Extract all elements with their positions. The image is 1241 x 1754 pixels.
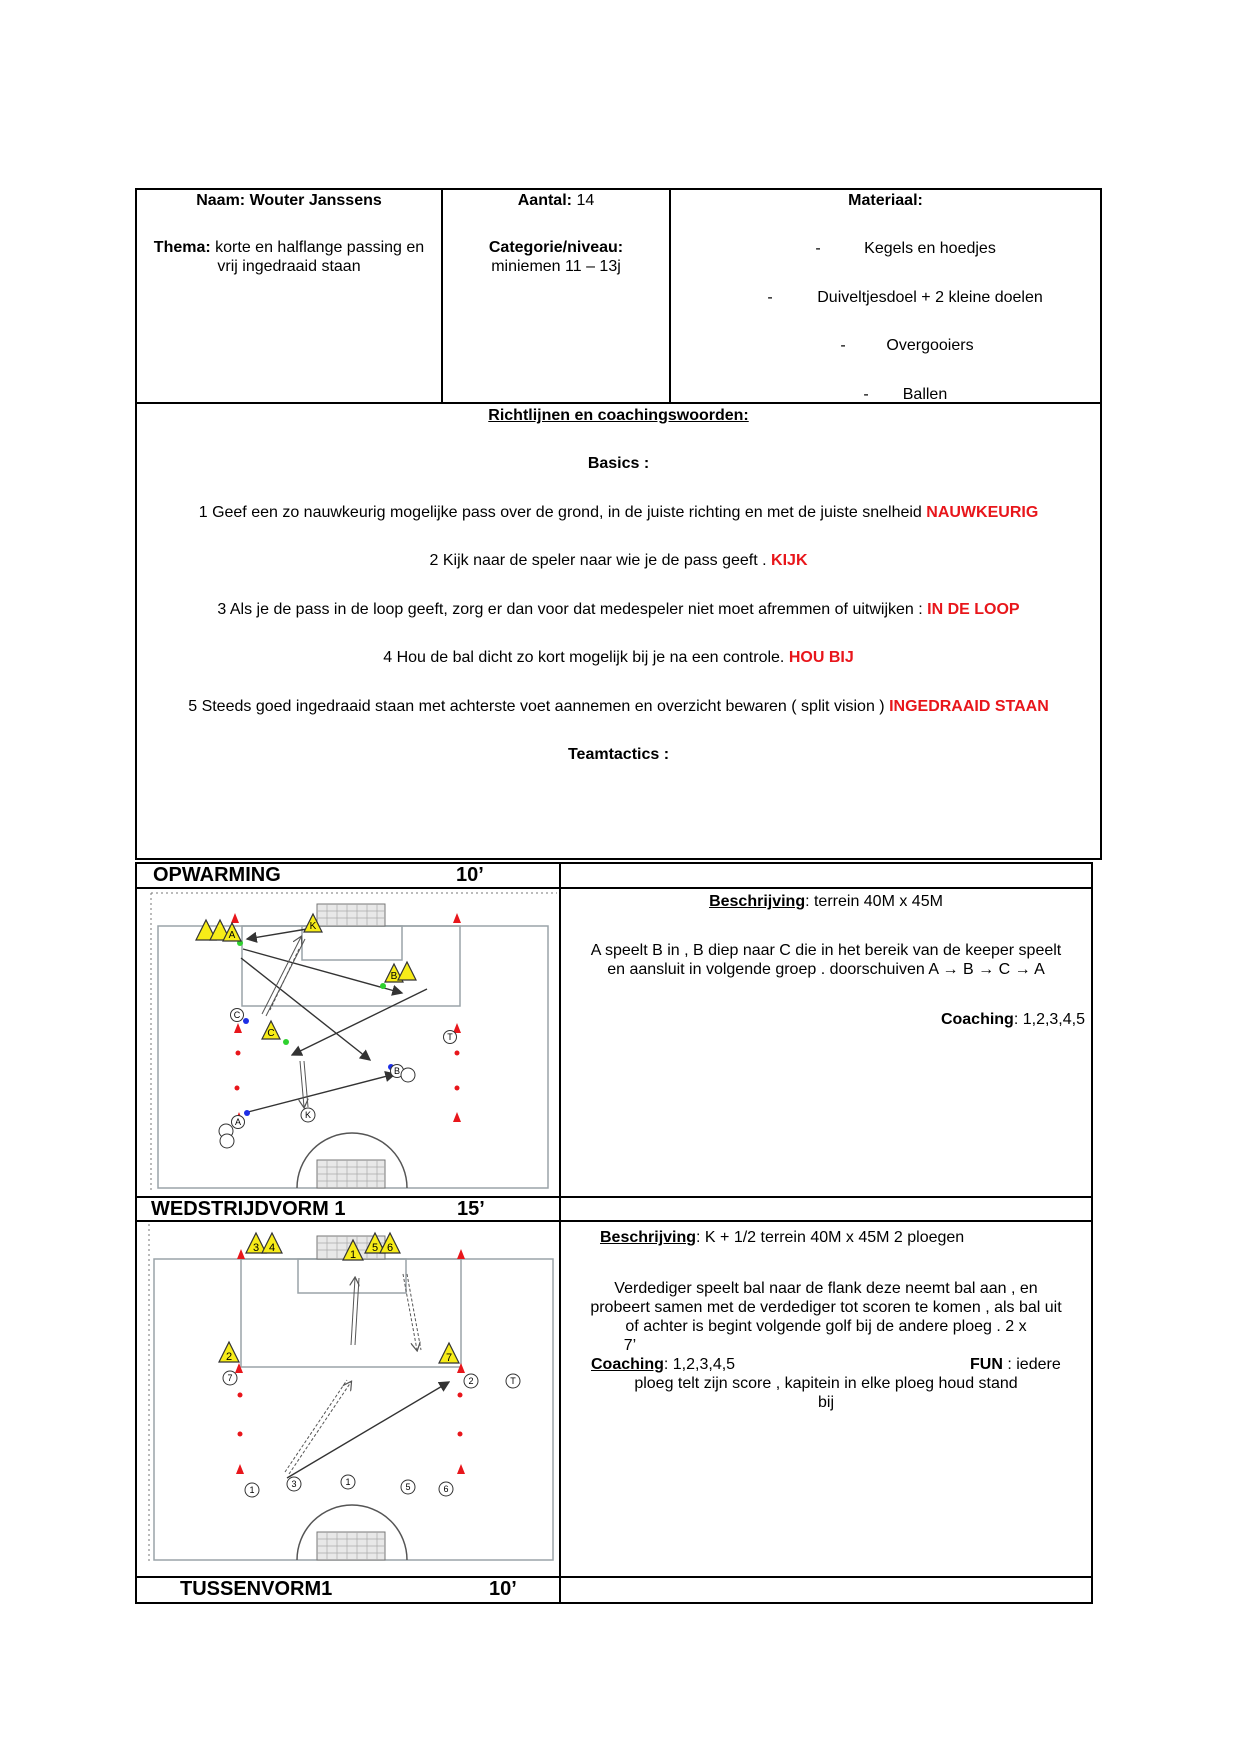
guideline-1-keyword: NAUWKEURIG <box>926 504 1039 521</box>
guideline-5-keyword: INGEDRAAID STAAN <box>889 698 1049 715</box>
materiaal-bullet-1: - <box>815 240 821 257</box>
materiaal-bullet-3: - <box>840 337 846 354</box>
wedstrijdvorm-diagram <box>137 1222 559 1576</box>
svg-text:1: 1 <box>249 1485 255 1495</box>
svg-text:2: 2 <box>468 1376 474 1386</box>
guidelines-title: Richtlijnen en coachingswoorden: <box>488 407 749 424</box>
wedstrijdvorm-text-3: of achter is begint volgende golf bij de andere ploeg . 2 x <box>625 1318 1027 1335</box>
pitch-outline <box>158 926 548 1188</box>
opwarming-text-1: A speelt B in , B diep naar C die in het bereik van de keeper speelt <box>590 942 1062 959</box>
opwarming-diagram <box>137 889 559 1196</box>
svg-text:B: B <box>390 971 398 982</box>
guideline-3-keyword: IN DE LOOP <box>927 601 1020 618</box>
materiaal-item-2: Duiveltjesdoel + 2 kleine doelen <box>817 289 1043 306</box>
svg-text:K: K <box>304 1110 312 1120</box>
guideline-1-text: 1 Geef een zo nauwkeurig mogelijke pass over de grond, in de juiste richting en met de juiste snelheid <box>198 504 922 521</box>
wedstrijdvorm-text-1: Verdediger speelt bal naar de flank deze neemt bal aan , en <box>614 1280 1038 1297</box>
guideline-4 <box>137 648 1100 667</box>
opwarming-coaching-label: Coaching <box>940 1011 1014 1028</box>
guideline-3 <box>137 600 1100 619</box>
svg-text:1: 1 <box>349 1249 357 1261</box>
svg-text:B: B <box>393 1066 401 1076</box>
opwarming-beschrijving-label: Beschrijving <box>709 893 806 910</box>
svg-text:6: 6 <box>386 1242 394 1254</box>
guideline-2 <box>137 551 1100 570</box>
guideline-4-keyword: HOU BIJ <box>788 649 854 666</box>
categorie-value: miniemen 11 – 13j <box>491 258 621 275</box>
naam-line <box>137 191 441 210</box>
header-divider-1 <box>441 188 443 404</box>
opwarming-coaching <box>561 1010 1085 1029</box>
categorie-line <box>443 238 669 276</box>
wedstrijdvorm-text-2: probeert samen met de verdediger tot scoren te komen , als bal uit <box>590 1299 1062 1316</box>
guideline-3-text: 3 Als je de pass in de loop geeft, zorg er dan voor dat medespeler niet moet afremmen of uitwijken : <box>217 601 923 618</box>
wedstrijdvorm-fun-label: FUN <box>970 1356 1003 1373</box>
svg-text:T: T <box>510 1376 516 1386</box>
wedstrijdvorm-beschrijving-value: : K + 1/2 terrein 40M x 45M 2 ploegen <box>696 1229 965 1246</box>
materiaal-label: Materiaal: <box>848 192 923 209</box>
materiaal-bullet-4: - <box>863 386 869 403</box>
naam-value: Wouter Janssens <box>249 192 382 209</box>
opwarming-title: OPWARMING <box>153 864 281 886</box>
wedstrijdvorm-title: WEDSTRIJDVORM 1 <box>151 1198 346 1220</box>
guideline-1 <box>137 503 1100 522</box>
tussenvorm-duration: 10’ <box>489 1578 517 1600</box>
thema-line <box>137 238 441 276</box>
materiaal-item-3: Overgooiers <box>886 337 974 354</box>
opwarming-text-2: en aansluit in volgende groep . doorschuiven A → B → C → A <box>607 961 1045 978</box>
guideline-5 <box>137 697 1100 716</box>
svg-text:C: C <box>233 1010 241 1020</box>
wedstrijdvorm-text-5: ploeg telt zijn score , kapitein in elke ploeg houd stand <box>634 1375 1018 1392</box>
aantal-line <box>443 191 669 210</box>
svg-text:7: 7 <box>445 1352 453 1364</box>
wedstrijdvorm-beschrijving-label: Beschrijving <box>600 1229 697 1246</box>
svg-text:3: 3 <box>291 1479 297 1489</box>
materiaal-bullet-2: - <box>767 289 773 306</box>
svg-text:7: 7 <box>227 1373 233 1383</box>
naam-label: Naam: <box>196 192 246 209</box>
cones <box>228 913 461 1122</box>
guideline-2-keyword: KIJK <box>771 552 808 569</box>
wedstrijdvorm-duration: 15’ <box>457 1198 485 1220</box>
aantal-label: Aantal: <box>517 192 572 209</box>
basics-label: Basics : <box>587 455 650 472</box>
header-divider-2 <box>669 188 671 404</box>
thema-value-1: korte en halflange passing en <box>215 239 425 256</box>
wedstrijdvorm-text-4: 7’ <box>623 1337 637 1354</box>
guideline-2-text: 2 Kijk naar de speler naar wie je de pass geeft . <box>429 552 767 569</box>
svg-text:A: A <box>234 1117 242 1127</box>
aantal-value: 14 <box>576 192 595 209</box>
svg-text:5: 5 <box>405 1482 411 1492</box>
svg-text:4: 4 <box>268 1242 276 1254</box>
categorie-label: Categorie/niveau: <box>488 239 624 256</box>
svg-text:6: 6 <box>443 1484 449 1494</box>
materiaal-item-1: Kegels en hoedjes <box>864 240 996 257</box>
guideline-5-text: 5 Steeds goed ingedraaid staan met achterste voet aannemen en overzicht bewaren ( split vision ) <box>188 698 885 715</box>
materiaal-item-4: Ballen <box>902 386 948 403</box>
guideline-4-text: 4 Hou de bal dicht zo kort mogelijk bij je na een controle. <box>383 649 785 666</box>
svg-text:A: A <box>228 930 236 941</box>
wedstrijdvorm-text-6: bij <box>817 1394 834 1411</box>
opwarming-coaching-value: : 1,2,3,4,5 <box>1013 1011 1085 1028</box>
wedstrijdvorm-coaching-value: : 1,2,3,4,5 <box>663 1356 736 1373</box>
svg-text:T: T <box>447 1032 453 1042</box>
svg-text:2: 2 <box>225 1351 233 1363</box>
teamtactics-label: Teamtactics : <box>567 746 670 763</box>
svg-text:K: K <box>309 921 317 932</box>
svg-text:1: 1 <box>345 1477 351 1487</box>
wedstrijdvorm-beschrijving <box>600 1228 964 1247</box>
wedstrijdvorm-coaching <box>591 1355 735 1374</box>
wedstrijdvorm-fun-value: : iedere <box>1007 1356 1061 1373</box>
wedstrijdvorm-fun <box>970 1355 1061 1374</box>
opwarming-beschrijving <box>561 892 1091 911</box>
tussenvorm-title: TUSSENVORM1 <box>180 1578 333 1600</box>
svg-text:3: 3 <box>252 1242 260 1254</box>
penalty-box-top <box>242 926 460 1006</box>
thema-value-2: vrij ingedraaid staan <box>217 258 361 275</box>
opwarming-duration: 10’ <box>456 864 484 886</box>
svg-text:5: 5 <box>371 1242 379 1254</box>
player-circles <box>219 1009 457 1149</box>
wedstrijdvorm-coaching-label: Coaching <box>591 1356 664 1373</box>
svg-text:C: C <box>267 1028 275 1039</box>
thema-label: Thema: <box>153 239 211 256</box>
opwarming-beschrijving-value: : terrein 40M x 45M <box>805 893 943 910</box>
